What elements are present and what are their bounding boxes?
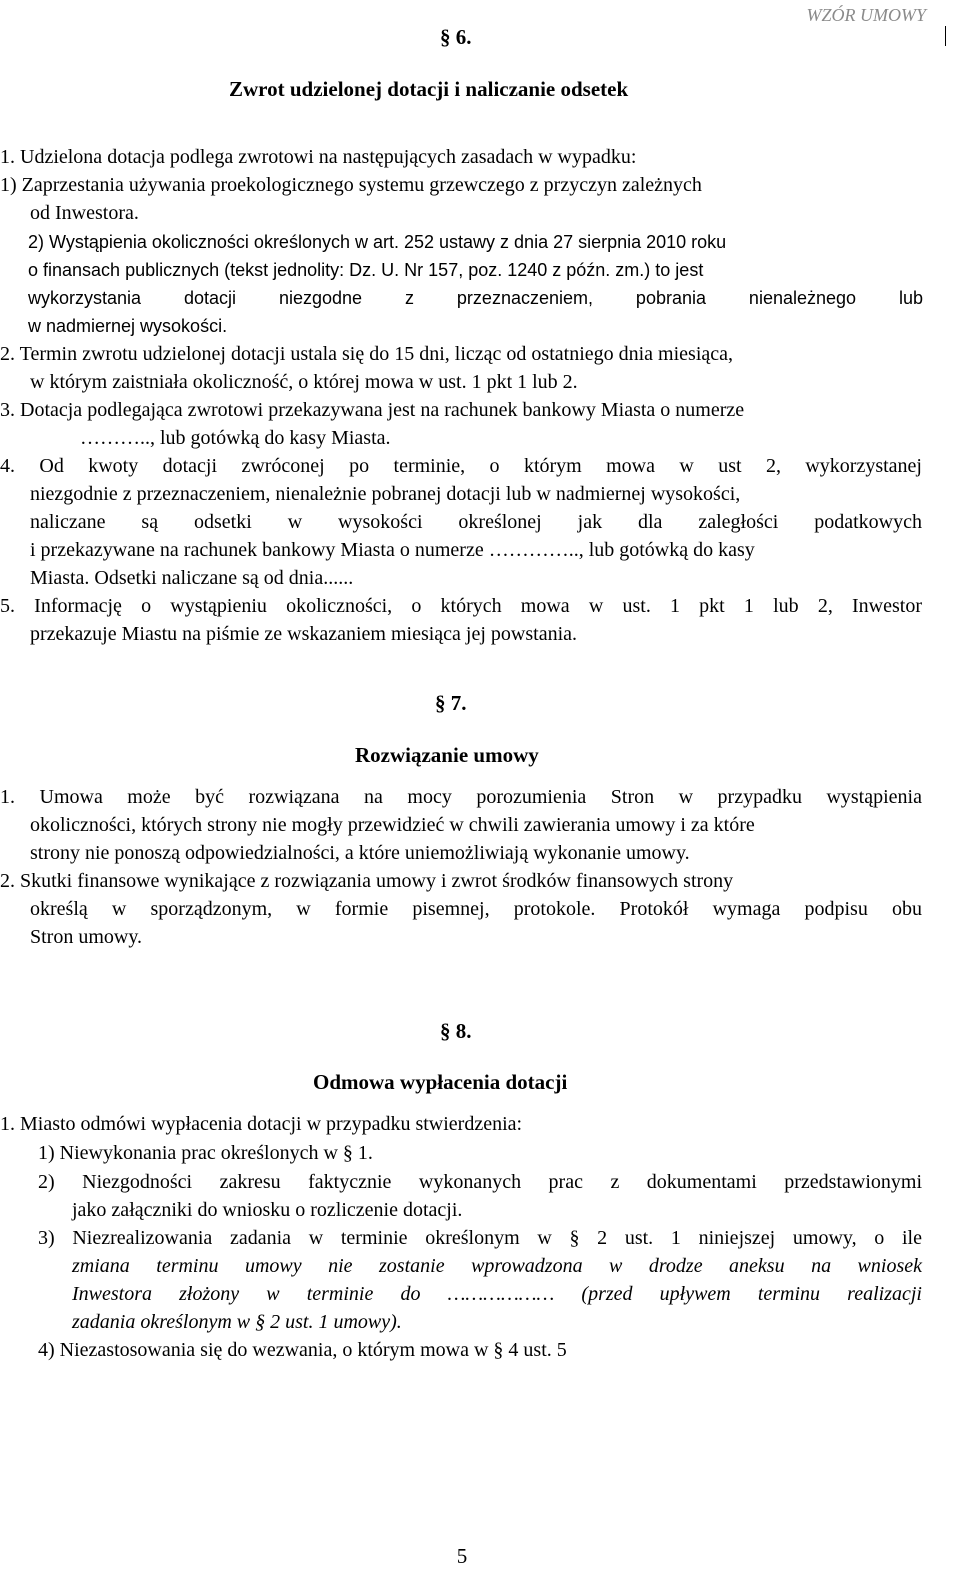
s8-line-7: Inwestora złożony w terminie do ……………… (przed upływem terminu realizacji (72, 1283, 922, 1305)
s6-line-10: 3. Dotacja podlegająca zwrotowi przekazywana jest na rachunek bankowy Miasta o numerze (0, 399, 745, 421)
s8-line-8: zadania określonym w § 2 ust. 1 umowy). (72, 1311, 402, 1333)
s6-line-14: naliczane są odsetki w wysokości określonej jak dla zaległości podatkowych (30, 511, 922, 533)
page-number: 5 (456, 1544, 468, 1568)
s8-line-4: jako załączniki do wniosku o rozliczenie dotacji. (72, 1199, 463, 1221)
s7-line-4: 2. Skutki finansowe wynikające z rozwiązania umowy i zwrot środków finansowych strony (0, 870, 734, 892)
section-6-number: § 6. (440, 25, 472, 49)
s8-line-6: zmiana terminu umowy nie zostanie wprowadzona w drodze aneksu na wniosek (72, 1255, 922, 1277)
s6-line-17: 5. Informację o wystąpieniu okoliczności, o których mowa w ust. 1 pkt 1 lub 2, Inwestor (0, 595, 922, 617)
s6-line-2: 1) Zaprzestania używania proekologicznego systemu grzewczego z przyczyn zależnych (0, 174, 702, 196)
s6-line-7: w nadmiernej wysokości. (28, 316, 228, 336)
s6-line-1: 1. Udzielona dotacja podlega zwrotowi na następujących zasadach w wypadku: (0, 146, 637, 168)
section-7-title: Rozwiązanie umowy (355, 743, 539, 767)
s8-line-3: 2) Niezgodności zakresu faktycznie wykonanych prac z dokumentami przedstawionymi (38, 1171, 922, 1193)
s6-line-4: 2) Wystąpienia okoliczności określonych w art. 252 ustawy z dnia 27 sierpnia 2010 roku (28, 232, 727, 252)
s7-line-5: określą w sporządzonym, w formie pisemnej, protokole. Protokół wymaga podpisu obu (30, 898, 922, 920)
s6-line-18: przekazuje Miastu na piśmie ze wskazaniem miesiąca jej powstania. (30, 623, 578, 645)
s8-line-5: 3) Niezrealizowania zadania w terminie określonym w § 2 ust. 1 niniejszej umowy, o ile (38, 1227, 922, 1249)
s6-line-13: niezgodnie z przeznaczeniem, nienależnie pobranej dotacji lub w nadmiernej wysokości, (30, 483, 741, 505)
s7-line-3: strony nie ponoszą odpowiedzialności, a które uniemożliwiają wykonanie umowy. (30, 842, 690, 864)
s6-line-8: 2. Termin zwrotu udzielonej dotacji ustala się do 15 dni, licząc od ostatniego dnia miesiąca, (0, 343, 734, 365)
s7-line-2: okoliczności, których strony nie mogły przewidzieć w chwili zawierania umowy i za które (30, 814, 755, 836)
section-6-title: Zwrot udzielonej dotacji i naliczanie odsetek (229, 77, 629, 101)
s6-line-3: od Inwestora. (30, 202, 139, 224)
document-header-label: WZÓR UMOWY (806, 5, 926, 25)
s6-line-5: o finansach publicznych (tekst jednolity: Dz. U. Nr 157, poz. 1240 z późn. zm.) to jest (28, 260, 704, 280)
section-8-title: Odmowa wypłacenia dotacji (313, 1070, 568, 1094)
s6-line-12: 4. Od kwoty dotacji zwróconej po terminie, o którym mowa w ust 2, wykorzystanej (0, 455, 922, 477)
section-8-number: § 8. (440, 1019, 472, 1043)
s6-line-15: i przekazywane na rachunek bankowy Miasta o numerze ………….., lub gotówką do kasy (30, 539, 755, 561)
s8-line-2: 1) Niewykonania prac określonych w § 1. (38, 1142, 373, 1164)
margin-bar (945, 26, 946, 46)
s8-line-9: 4) Niezastosowania się do wezwania, o którym mowa w § 4 ust. 5 (38, 1339, 567, 1361)
s6-line-16: Miasta. Odsetki naliczane są od dnia...... (30, 567, 354, 589)
s6-line-9: w którym zaistniała okoliczność, o której mowa w ust. 1 pkt 1 lub 2. (30, 371, 578, 393)
s6-line-11: ……….., lub gotówką do kasy Miasta. (80, 427, 391, 449)
s8-line-1: 1. Miasto odmówi wypłacenia dotacji w przypadku stwierdzenia: (0, 1113, 523, 1135)
section-7-number: § 7. (435, 691, 467, 715)
s6-line-6: wykorzystania dotacji niezgodne z przeznaczeniem, pobrania nienależnego lub (28, 288, 923, 308)
s7-line-1: 1. Umowa może być rozwiązana na mocy porozumienia Stron w przypadku wystąpienia (0, 786, 922, 808)
s7-line-6: Stron umowy. (30, 926, 143, 948)
